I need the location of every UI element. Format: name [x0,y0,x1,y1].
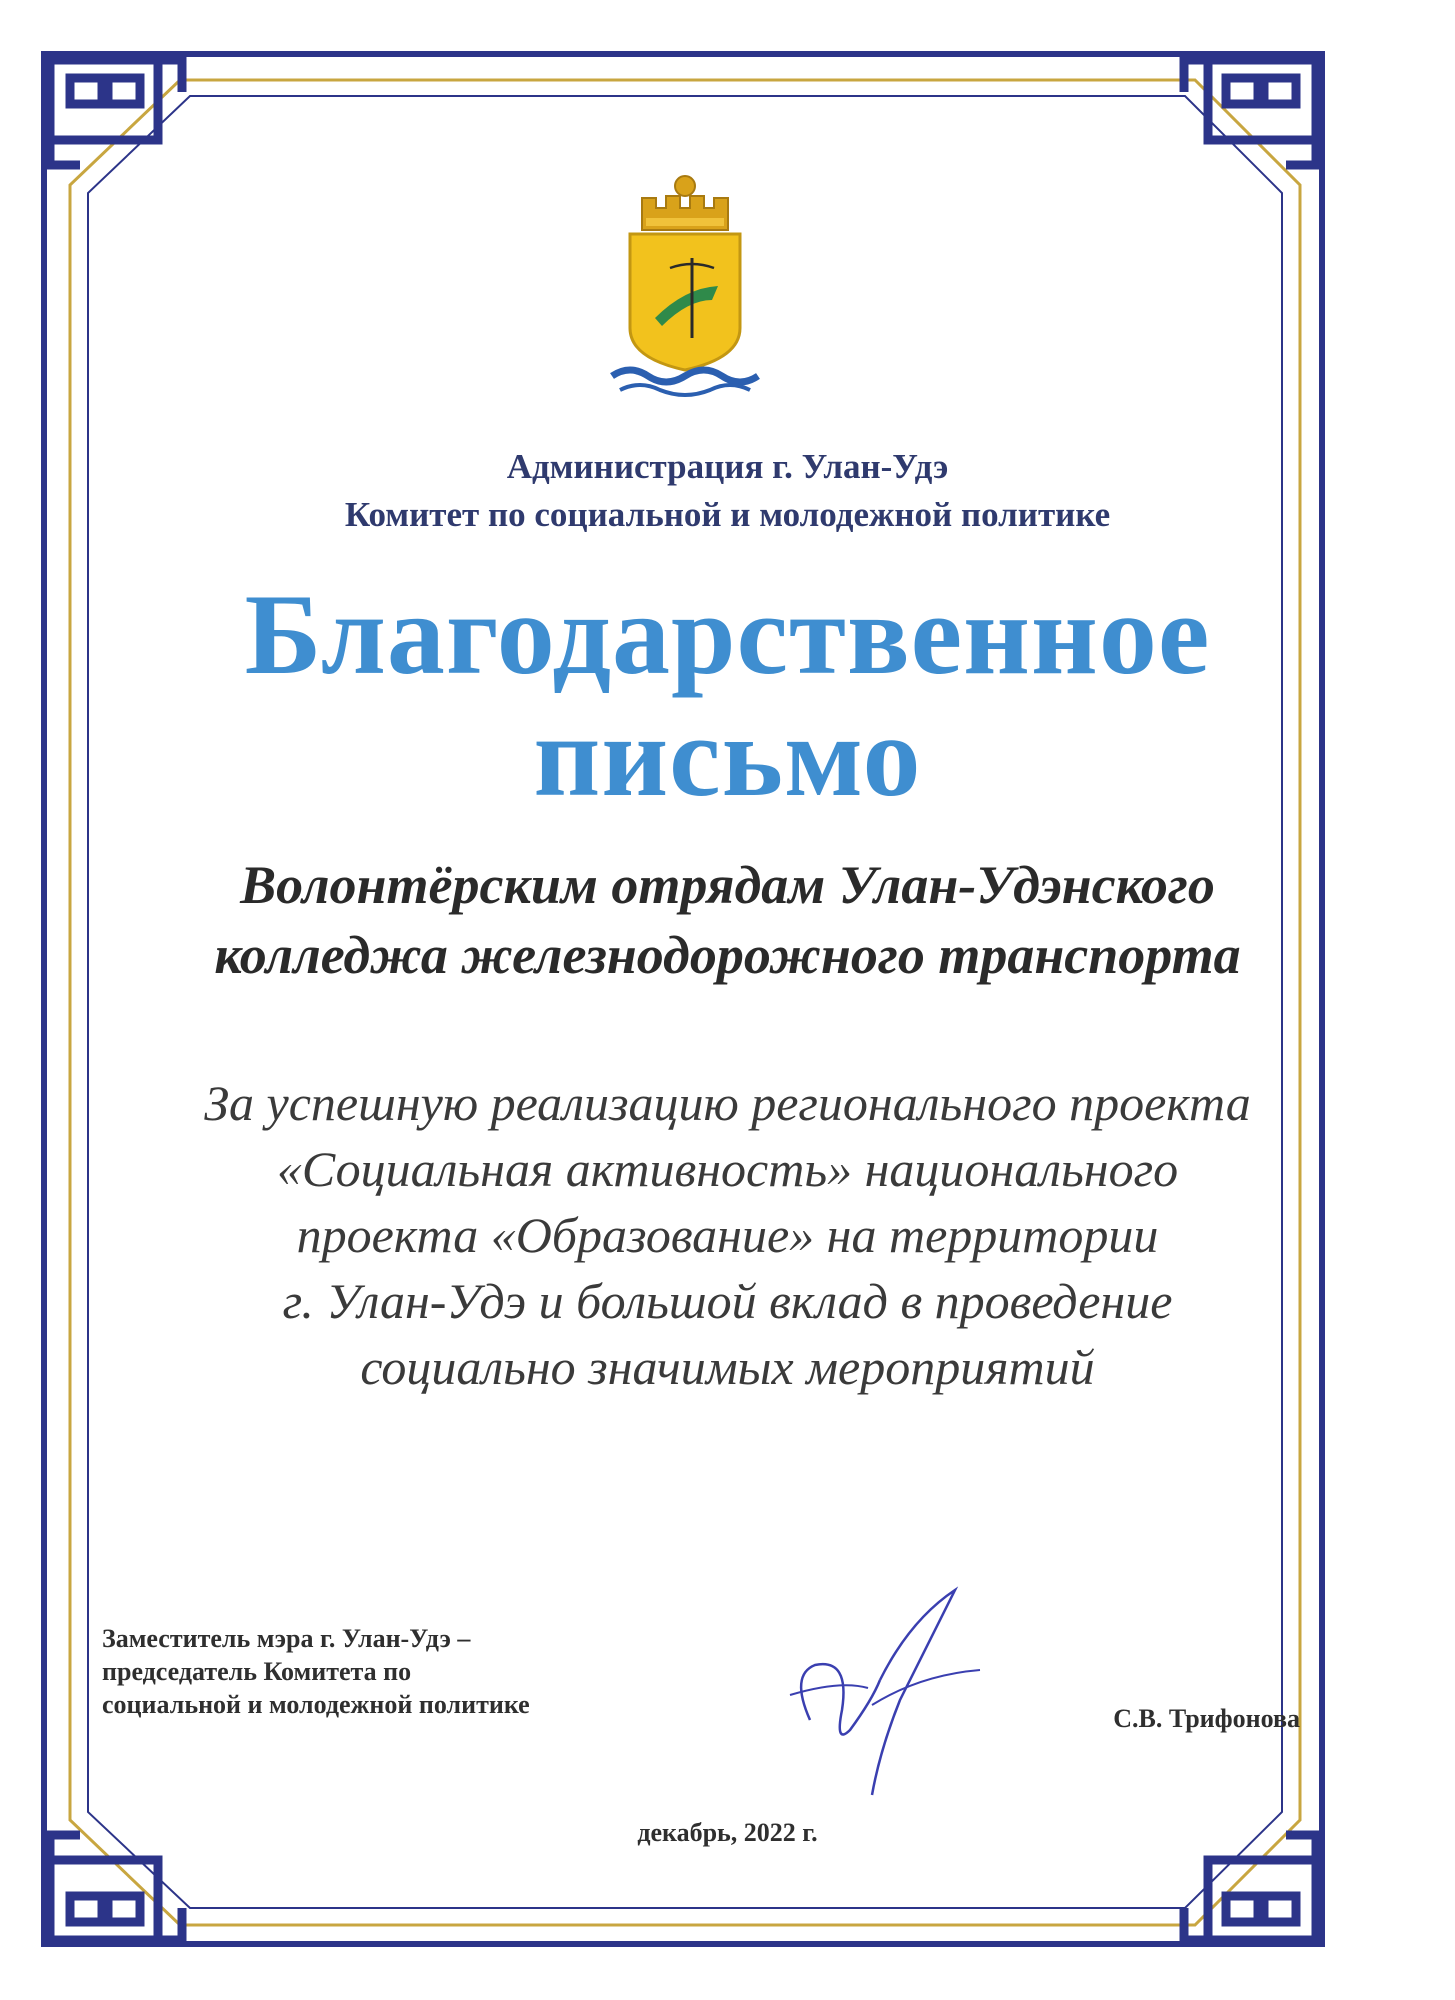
signatory-position-line: социальной и молодежной политике [102,1690,530,1719]
ornament-knot-icon [1184,60,1316,165]
title-line-2: письмо [533,693,922,821]
handwritten-signature-icon [780,1580,1010,1810]
city-coat-of-arms-icon [600,168,770,398]
reason-line: г. Улан-Удэ и большой вклад в проведение [282,1273,1173,1329]
ornament-knot-icon [50,1835,182,1940]
header-administration: Администрация г. Улан-Удэ [506,447,949,486]
reason-line: социально значимых мероприятий [360,1339,1095,1395]
signatory-position [102,1622,662,1721]
recipient-line-1: Волонтёрским отрядам Улан-Удэнского [240,855,1215,915]
ornament-knot-icon [1184,1835,1316,1940]
header-committee: Комитет по социальной и молодежной политике [344,495,1111,534]
title-line-1: Благодарственное [244,571,1211,699]
issue-date: декабрь, 2022 г. [637,1818,818,1847]
recipient-line-2: колледжа железнодорожного транспорта [214,925,1241,985]
ornament-knot-icon [50,60,182,165]
signatory-position-line: Заместитель мэра г. Улан-Удэ – [102,1624,471,1653]
reason-line: За успешную реализацию регионального проекта [204,1075,1251,1131]
reason-line: проекта «Образование» на территории [296,1207,1159,1263]
signatory-position-line: председатель Комитета по [102,1657,412,1686]
signatory-name: С.В. Трифонова [1113,1704,1300,1733]
reason-line: «Социальная активность» национального [276,1141,1179,1197]
